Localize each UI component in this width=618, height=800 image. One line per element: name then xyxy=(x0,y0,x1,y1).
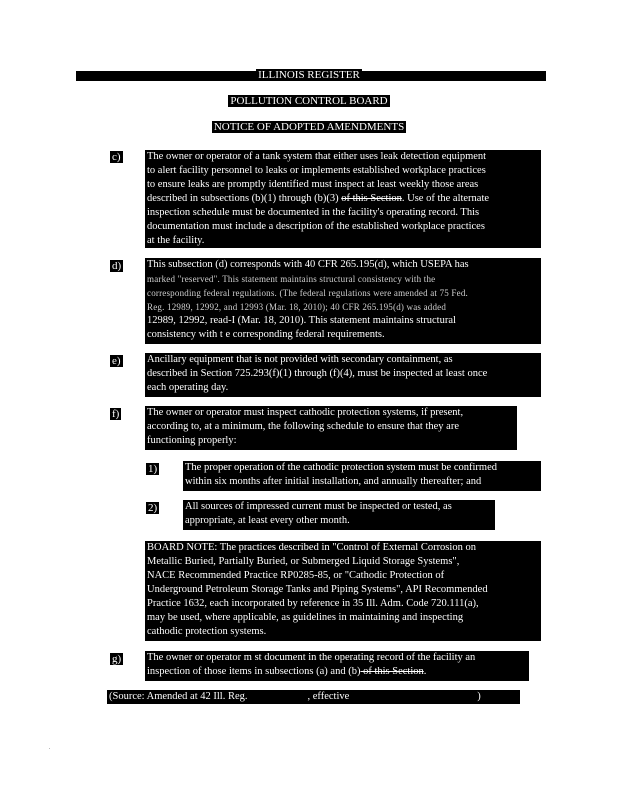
text-line: Reg. 12989, 12992, and 12993 (Mar. 18, 2010); 40 CFR 265.195(d) was added xyxy=(147,302,447,312)
text-line: at the facility. xyxy=(147,235,205,246)
deleted-text: of this Section xyxy=(360,666,424,677)
text-line xyxy=(147,192,539,206)
board-note xyxy=(145,541,541,641)
text-line: corresponding federal regulations. (The federal regulations were amended at 75 Fed. xyxy=(147,288,468,298)
text-line: each operating day. xyxy=(147,382,229,393)
item-1-text xyxy=(183,461,541,491)
text-run: . Use of the alternate xyxy=(401,193,490,204)
text-line: documentation must include a description of the established workplace practices xyxy=(147,221,485,232)
text-line: appropriate, at least every other month. xyxy=(185,515,350,526)
text-line: The owner or operator must inspect cathodic protection systems, if present, xyxy=(147,407,464,418)
source-suffix: ) xyxy=(477,691,481,702)
text-line: 12989, 12992, read-I (Mar. 18, 2010). This statement maintains structural xyxy=(147,315,456,326)
text-line: NACE Recommended Practice RP0285-85, or "Cathodic Protection of xyxy=(147,570,445,581)
section-c-text xyxy=(145,150,541,248)
section-d-marker: d) xyxy=(112,260,122,272)
text-line: The owner or operator of a tank system that either uses leak detection equipment xyxy=(147,151,487,162)
section-e-text xyxy=(145,353,541,397)
text-run: . xyxy=(423,666,427,677)
item-1-marker: 1) xyxy=(148,463,158,475)
text-line: The owner or operator m st document in the operating record of the facility an xyxy=(147,652,476,663)
notice-title xyxy=(0,121,618,134)
text-line: inspection schedule must be documented in the facility's operating record. This xyxy=(147,207,480,218)
text-line: The proper operation of the cathodic protection system must be confirmed xyxy=(185,462,497,473)
section-d-text xyxy=(145,258,541,344)
text-line: functioning properly: xyxy=(147,435,237,446)
source-middle: , effective xyxy=(307,691,350,702)
text-line: cathodic protection systems. xyxy=(147,626,267,637)
text-line: Ancillary equipment that is not provided with secondary containment, as xyxy=(147,354,453,365)
section-g-text xyxy=(145,651,529,681)
deleted-text: of this Section xyxy=(341,193,402,204)
text-line: to alert facility personnel to leaks or implements established workplace practices xyxy=(147,165,486,176)
text-line: BOARD NOTE: The practices described in "Control of External Corrosion on xyxy=(147,542,476,553)
text-line: All sources of impressed current must be inspected or tested, as xyxy=(185,501,452,512)
notice-title-text: NOTICE OF ADOPTED AMENDMENTS xyxy=(213,121,405,133)
text-line: described in Section 725.293(f)(1) through (f)(4), must be inspected at least once xyxy=(147,368,488,379)
scan-speck xyxy=(49,748,50,749)
text-line: consistency with t e corresponding federal requirements. xyxy=(147,329,385,340)
text-line: Metallic Buried, Partially Buried, or Submerged Liquid Storage Systems", xyxy=(147,556,460,567)
section-g-marker: g) xyxy=(112,653,122,665)
text-line: within six months after initial installation, and annually thereafter; and xyxy=(185,476,482,487)
source-line xyxy=(107,690,520,704)
text-line: Practice 1632, each incorporated by reference in 35 Ill. Adm. Code 720.111(a), xyxy=(147,598,479,609)
board-title xyxy=(0,95,618,108)
text-line: may be used, where applicable, as guidelines in maintaining and inspecting xyxy=(147,612,464,623)
text-line xyxy=(147,665,527,679)
source-prefix: (Source: Amended at 42 Ill. Reg. xyxy=(109,691,248,702)
register-title-text: ILLINOIS REGISTER xyxy=(258,69,360,81)
section-c-marker: c) xyxy=(112,151,121,163)
text-line xyxy=(147,258,539,272)
item-2-marker: 2) xyxy=(148,502,158,514)
board-title-text: POLLUTION CONTROL BOARD xyxy=(230,95,388,107)
section-e-marker: e) xyxy=(112,355,121,367)
text-run: This subsection (d) corresponds with 40 CFR 265.195(d), which USEPA has xyxy=(147,259,469,270)
item-2-text xyxy=(183,500,495,530)
text-run: described in subsections (b)(1) through (b)(3) xyxy=(147,193,339,204)
section-f-text xyxy=(145,406,517,450)
text-line: marked "reserved". This statement maintains structural consistency with the xyxy=(147,274,436,284)
text-run: inspection of those items in subsections (a) and (b) xyxy=(147,666,361,677)
text-line: Underground Petroleum Storage Tanks and Piping Systems", API Recommended xyxy=(147,584,488,595)
register-title xyxy=(0,69,618,82)
text-line: according to, at a minimum, the following schedule to ensure that they are xyxy=(147,421,459,432)
section-f-marker: f) xyxy=(112,408,120,420)
text-line: to ensure leaks are promptly identified must inspect at least weekly those areas xyxy=(147,179,479,190)
